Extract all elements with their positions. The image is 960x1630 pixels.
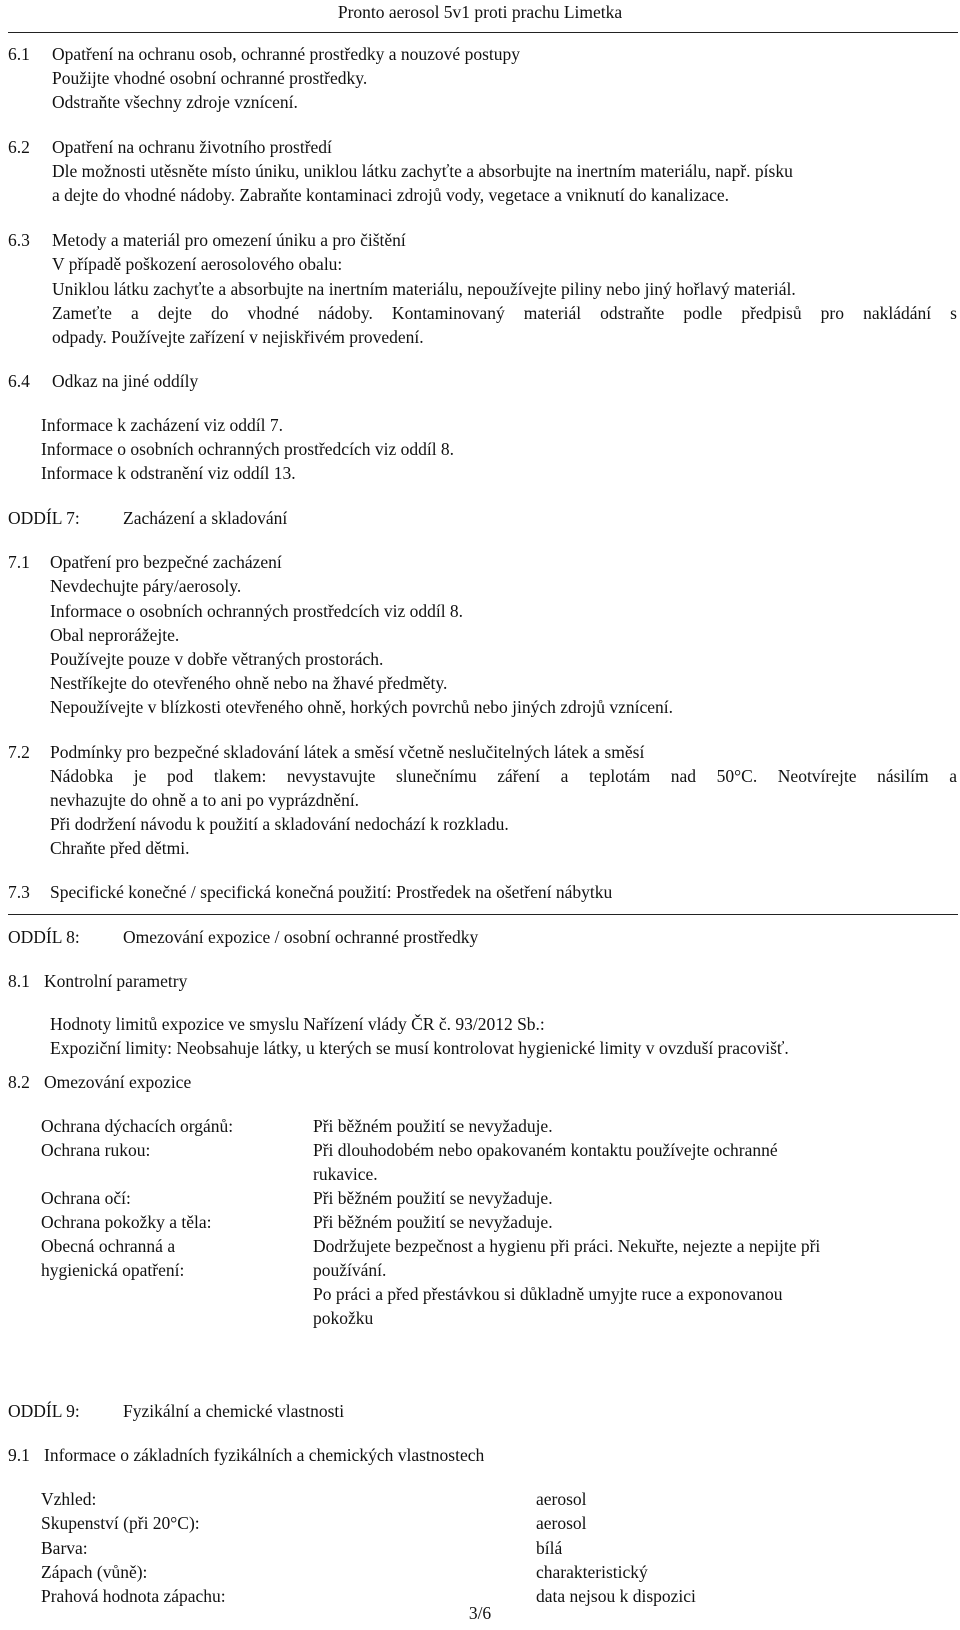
property-value: aerosol (536, 1513, 587, 1533)
section-7-label: ODDÍL 7: (8, 508, 80, 528)
section-6-4-number: 6.4 (8, 371, 30, 391)
section-7-1-text: Informace o osobních ochranných prostředcích viz oddíl 8. (50, 601, 464, 621)
document-header-title: Pronto aerosol 5v1 proti prachu Limetka (337, 2, 623, 22)
section-6-3-text: Uniklou látku zachyťte a absorbujte na inertním materiálu, nepoužívejte piliny nebo jiný hořlavý materiál. (52, 279, 796, 299)
exposure-label: Ochrana pokožky a těla: (41, 1212, 212, 1232)
section-7-title: Zacházení a skladování (123, 508, 288, 528)
section-7-3-number: 7.3 (8, 882, 30, 902)
property-label: Prahová hodnota zápachu: (41, 1586, 226, 1606)
exposure-value: Po práci a před přestávkou si důkladně umyjte ruce a exponovanou (313, 1284, 783, 1304)
property-label: Barva: (41, 1538, 88, 1558)
property-label: Vzhled: (41, 1489, 97, 1509)
property-label: Skupenství (při 20°C): (41, 1513, 200, 1533)
section-6-1-number: 6.1 (8, 44, 30, 64)
property-value: charakteristický (536, 1562, 648, 1582)
section-7-1-text: Obal neprorážejte. (50, 625, 180, 645)
property-label: Zápach (vůně): (41, 1562, 148, 1582)
section-7-1-text: Nepoužívejte v blízkosti otevřeného ohně, horkých povrchů nebo jiných zdrojů vznícení. (50, 697, 674, 717)
section-6-1-text: Odstraňte všechny zdroje vznícení. (52, 92, 298, 112)
section-6-3-text: Zameťte a dejte do vhodné nádoby. Kontaminovaný materiál odstraňte podle předpisů pro nakládání s (52, 303, 957, 323)
section-7-2-text: Chraňte před dětmi. (50, 838, 190, 858)
section-7-1-text: Nevdechujte páry/aerosoly. (50, 576, 242, 596)
exposure-value: Při dlouhodobém nebo opakovaném kontaktu používejte ochranné (313, 1140, 778, 1160)
section-7-2-text: nevhazujte do ohně a to ani po vyprázdnění. (50, 790, 360, 810)
property-value: aerosol (536, 1489, 587, 1509)
section-7-1-number: 7.1 (8, 552, 30, 572)
exposure-value: rukavice. (313, 1164, 378, 1184)
section-8-1-title: Kontrolní parametry (44, 971, 188, 991)
section-6-3-title: Metody a materiál pro omezení úniku a pro čištění (52, 230, 406, 250)
section-6-2-number: 6.2 (8, 137, 30, 157)
exposure-label: hygienická opatření: (41, 1260, 185, 1280)
section-6-3-number: 6.3 (8, 230, 30, 250)
exposure-label: Ochrana očí: (41, 1188, 131, 1208)
section-7-1-text: Nestříkejte do otevřeného ohně nebo na žhavé předměty. (50, 673, 448, 693)
section-6-1-text: Použijte vhodné osobní ochranné prostředky. (52, 68, 368, 88)
section-9-title: Fyzikální a chemické vlastnosti (123, 1401, 345, 1421)
section-7-1-text: Používejte pouze v dobře větraných prostorách. (50, 649, 384, 669)
property-value: bílá (536, 1538, 563, 1558)
section-6-3-text: V případě poškození aerosolového obalu: (52, 254, 343, 274)
section-7-2-text: Při dodržení návodu k použití a skladování nedochází k rozkladu. (50, 814, 509, 834)
exposure-value: pokožku (313, 1308, 374, 1328)
exposure-value: používání. (313, 1260, 387, 1280)
section-7-2-number: 7.2 (8, 742, 30, 762)
exposure-label: Ochrana dýchacích orgánů: (41, 1116, 234, 1136)
exposure-value: Při běžném použití se nevyžaduje. (313, 1116, 553, 1136)
property-value: data nejsou k dispozici (536, 1586, 696, 1606)
section-9-label: ODDÍL 9: (8, 1401, 80, 1421)
exposure-label: Ochrana rukou: (41, 1140, 151, 1160)
section-8-title: Omezování expozice / osobní ochranné prostředky (123, 927, 479, 947)
section-7-2-title: Podmínky pro bezpečné skladování látek a směsí včetně neslučitelných látek a směsí (50, 742, 645, 762)
header-divider (8, 32, 958, 33)
section-6-1-title: Opatření na ochranu osob, ochranné prostředky a nouzové postupy (52, 44, 520, 64)
section-8-1-text: Hodnoty limitů expozice ve smyslu Nařízení vlády ČR č. 93/2012 Sb.: (50, 1014, 545, 1034)
section-9-1-number: 9.1 (8, 1445, 30, 1465)
section-8-2-title: Omezování expozice (44, 1072, 192, 1092)
exposure-value: Při běžném použití se nevyžaduje. (313, 1212, 553, 1232)
page-number: 3/6 (468, 1603, 492, 1623)
section-6-2-text: a dejte do vhodné nádoby. Zabraňte kontaminaci zdrojů vody, vegetace a vniknutí do kanalizace. (52, 185, 730, 205)
section-divider (8, 914, 958, 915)
section-8-1-text: Expoziční limity: Neobsahuje látky, u kterých se musí kontrolovat hygienické limity v ovzduší pracovišť. (50, 1038, 789, 1058)
section-6-4-text: Informace o osobních ochranných prostředcích viz oddíl 8. (41, 439, 455, 459)
section-7-2-text: Nádobka je pod tlakem: nevystavujte slunečnímu záření a teplotám nad 50°C. Neotvírejte násilím a (50, 766, 957, 786)
section-6-4-title: Odkaz na jiné oddíly (52, 371, 199, 391)
section-8-1-number: 8.1 (8, 971, 30, 991)
section-7-3-title: Specifické konečné / specifická konečná použití: Prostředek na ošetření nábytku (50, 882, 613, 902)
section-6-4-text: Informace k zacházení viz oddíl 7. (41, 415, 283, 435)
section-6-2-title: Opatření na ochranu životního prostředí (52, 137, 332, 157)
exposure-value: Při běžném použití se nevyžaduje. (313, 1188, 553, 1208)
exposure-label: Obecná ochranná a (41, 1236, 176, 1256)
section-8-2-number: 8.2 (8, 1072, 30, 1092)
section-8-label: ODDÍL 8: (8, 927, 80, 947)
exposure-value: Dodržujete bezpečnost a hygienu při práci. Nekuřte, nejezte a nepijte při (313, 1236, 821, 1256)
section-6-2-text: Dle možnosti utěsněte místo úniku, uniklou látku zachyťte a absorbujte na inertním materiálu, např. písku (52, 161, 793, 181)
section-9-1-title: Informace o základních fyzikálních a chemických vlastnostech (44, 1445, 485, 1465)
section-6-3-text: odpady. Používejte zařízení v nejiskřivém provedení. (52, 327, 424, 347)
section-7-1-title: Opatření pro bezpečné zacházení (50, 552, 282, 572)
section-6-4-text: Informace k odstranění viz oddíl 13. (41, 463, 296, 483)
